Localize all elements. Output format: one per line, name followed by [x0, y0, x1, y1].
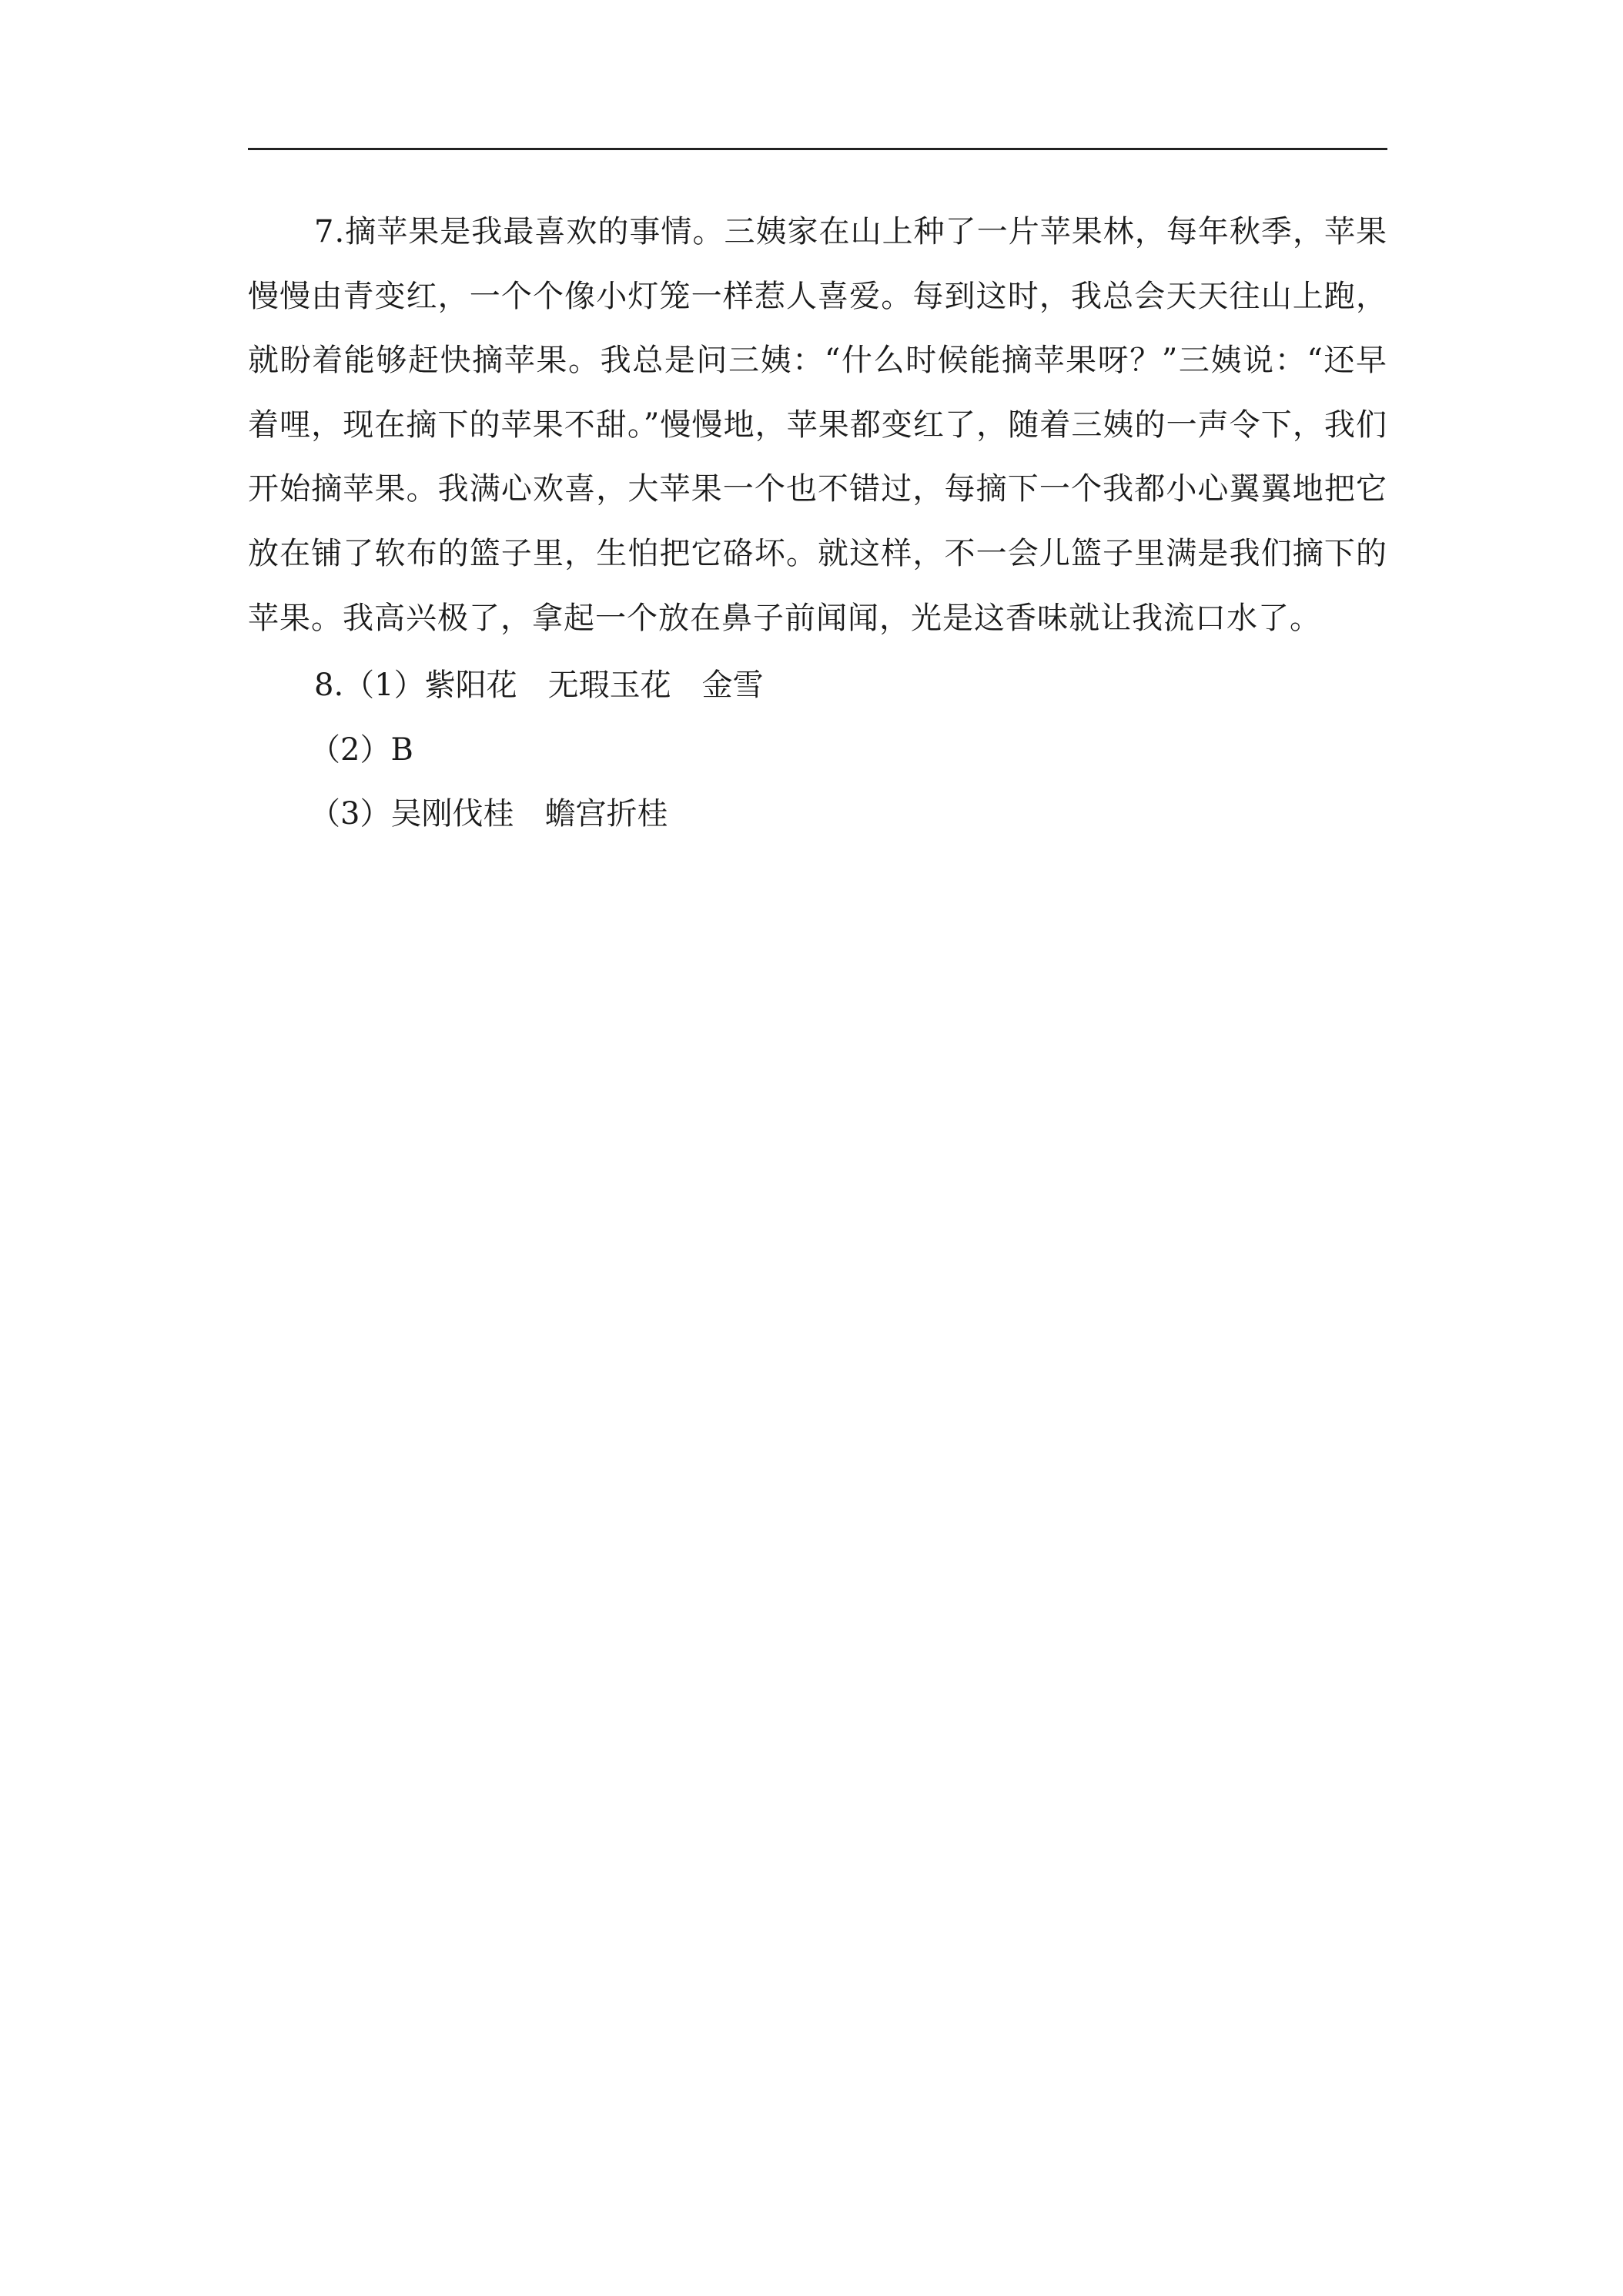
answer-7-number: 7. [314, 214, 346, 249]
answer-8-part-1-text: （1）紫阳花 无瑕玉花 金雪 [343, 668, 764, 704]
answer-7 [248, 200, 1387, 651]
answer-8-part-3: （3）吴刚伐桂 蟾宫折桂 [310, 796, 668, 832]
answer-8-part-1 [248, 654, 1387, 718]
answer-7-text: 摘苹果是我最喜欢的事情。三姨家在山上种了一片苹果林，每年秋季，苹果慢慢由青变红，一个个像小灯笼一样惹人喜爱。每到这时，我总会天天往山上跑，就盼着能够赶快摘苹果。我总是问三姨：“什么时候能摘苹果呀？”三姨说：“还早着哩，现在摘下的苹果不甜。”慢慢地，苹果都变红了，随着三姨的一声令下，我们开始摘苹果。我满心欢喜，大苹果一个也不错过，每摘下一个我都小心翼翼地把它放在铺了软布的篮子里，生怕把它硌坏。就这样，不一会儿篮子里满是我们摘下的苹果。我高兴极了，拿起一个放在鼻子前闻闻，光是这香味就让我流口水了。 [248, 214, 1387, 636]
answer-8-part-2: （2）B [310, 731, 413, 768]
header-rule [248, 148, 1387, 150]
answer-8-number: 8. [314, 668, 344, 704]
answer-content [248, 200, 1387, 847]
